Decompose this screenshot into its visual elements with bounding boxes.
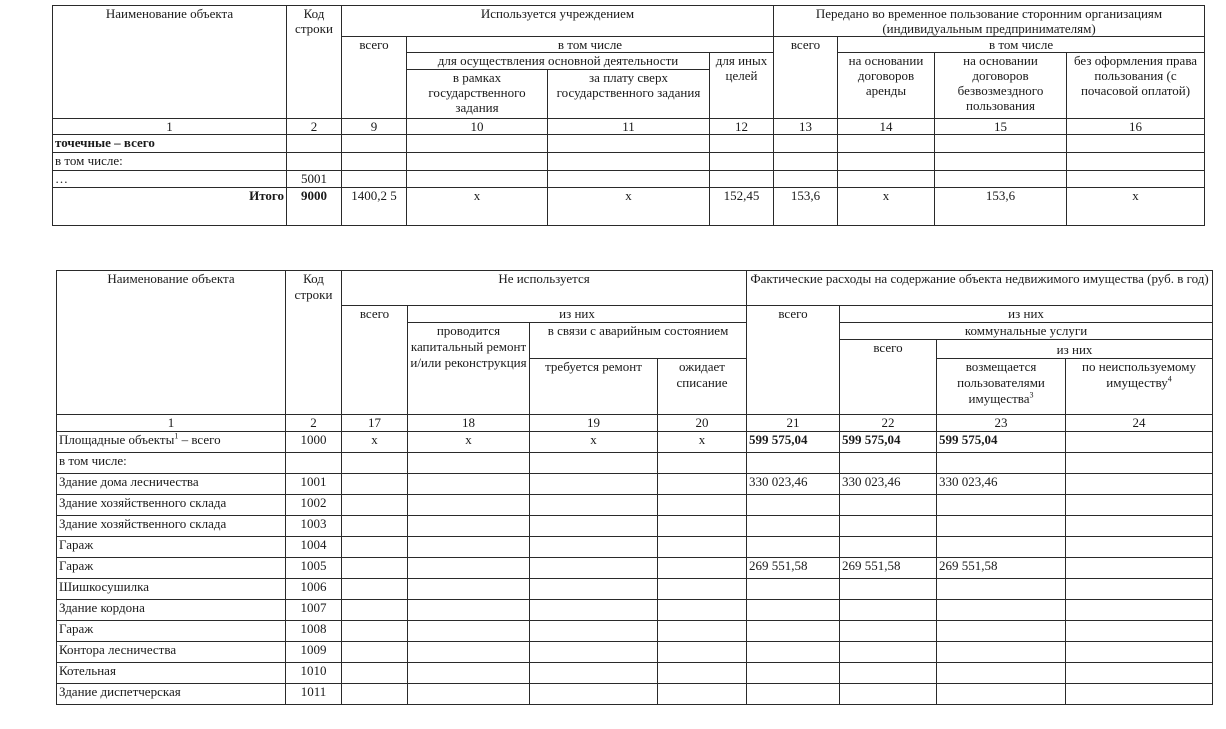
cell: 269 551,58: [937, 558, 1066, 579]
header-state-task: в рамках государственного задания: [407, 70, 548, 119]
cell: [1066, 495, 1213, 516]
header-expenses-total: всего: [747, 306, 840, 415]
header-no-formal-right: без оформления права пользования (с почасовой оплатой): [1067, 53, 1205, 119]
cell: [1066, 642, 1213, 663]
cell: [658, 600, 747, 621]
cell: [342, 684, 408, 705]
cell: [530, 663, 658, 684]
row-name: Гараж: [57, 537, 286, 558]
row-code: 1005: [286, 558, 342, 579]
cell: [937, 495, 1066, 516]
cell: [747, 684, 840, 705]
header-main-activity: для осуществления основной деятельности: [407, 53, 710, 70]
cell: [937, 621, 1066, 642]
cell: [937, 642, 1066, 663]
header-free-use: на основании договоров безвозмездного пользования: [935, 53, 1067, 119]
table-row: [53, 171, 1205, 188]
total-value: х: [838, 188, 935, 226]
header-used-total: всего: [342, 37, 407, 119]
row-code: [287, 135, 342, 153]
colnum: 24: [1066, 415, 1213, 432]
cell: [840, 516, 937, 537]
header-used-including: в том числе: [407, 37, 774, 53]
colnum: 2: [287, 119, 342, 135]
cell: [747, 600, 840, 621]
row-code: 5001: [287, 171, 342, 188]
row-name: Здание хозяйственного склада: [57, 495, 286, 516]
cell: 599 575,04: [937, 432, 1066, 453]
cell: [658, 579, 747, 600]
colnum: 17: [342, 415, 408, 432]
cell: 330 023,46: [840, 474, 937, 495]
total-label: Итого: [53, 188, 287, 226]
cell: [342, 642, 408, 663]
cell: [408, 579, 530, 600]
cell: [747, 516, 840, 537]
cell: 599 575,04: [840, 432, 937, 453]
cell: [658, 684, 747, 705]
header-transferred: Передано во временное пользование сторонним организациям (индивидуальным предпринимателям): [774, 6, 1205, 37]
cell: [658, 642, 747, 663]
cell: 269 551,58: [840, 558, 937, 579]
cell: [747, 663, 840, 684]
cell: [530, 600, 658, 621]
header-row-code: Код строки: [286, 271, 342, 415]
cell: [1066, 516, 1213, 537]
colnum: 23: [937, 415, 1066, 432]
cell: [658, 558, 747, 579]
cell: [937, 537, 1066, 558]
table-row: [57, 495, 1213, 516]
cell: [408, 663, 530, 684]
cell: [747, 495, 840, 516]
row-code: 1006: [286, 579, 342, 600]
colnum: 18: [408, 415, 530, 432]
colnum: 11: [548, 119, 710, 135]
cell: 269 551,58: [747, 558, 840, 579]
row-name: Площадные объекты$^1$ – всего: [57, 432, 286, 453]
cell: [1066, 621, 1213, 642]
table-usage: [52, 5, 1205, 226]
cell: [530, 579, 658, 600]
cell: [658, 516, 747, 537]
colnum: 1: [57, 415, 286, 432]
cell: [840, 642, 937, 663]
cell: [840, 684, 937, 705]
cell: [342, 516, 408, 537]
total-value: 153,6: [935, 188, 1067, 226]
row-code: 1001: [286, 474, 342, 495]
header-used-by-institution: Используется учреждением: [342, 6, 774, 37]
header-notused-of-them: из них: [408, 306, 747, 323]
cell: [530, 684, 658, 705]
cell: [747, 642, 840, 663]
row-name: в том числе:: [57, 453, 286, 474]
colnum: 16: [1067, 119, 1205, 135]
total-row: [53, 188, 1205, 226]
colnum: 1: [53, 119, 287, 135]
header-needs-repair: требуется ремонт: [530, 359, 658, 415]
total-value: 153,6: [774, 188, 838, 226]
row-name: Здание кордона: [57, 600, 286, 621]
header-emergency: в связи с аварийным состоянием: [530, 323, 747, 359]
row-name: Котельная: [57, 663, 286, 684]
row-name: Здание дома лесничества: [57, 474, 286, 495]
colnum: 13: [774, 119, 838, 135]
row-code: 1004: [286, 537, 342, 558]
colnum: 2: [286, 415, 342, 432]
header-not-used: Не используется: [342, 271, 747, 306]
colnum: 12: [710, 119, 774, 135]
row-name: Гараж: [57, 558, 286, 579]
header-capital-repair: проводится капитальный ремонт и/или реконструкция: [408, 323, 530, 415]
table-row: [57, 453, 1213, 474]
colnum: 10: [407, 119, 548, 135]
table-expenses: [56, 270, 1213, 705]
header-other-purposes: для иных целей: [710, 53, 774, 119]
cell: х: [408, 432, 530, 453]
area-objects-row: [57, 432, 1213, 453]
header-actual-expenses: Фактические расходы на содержание объекта недвижимого имущества (руб. в год): [747, 271, 1213, 306]
table-row: [53, 153, 1205, 171]
cell: [1066, 537, 1213, 558]
cell: [408, 474, 530, 495]
column-numbers-row: [57, 415, 1213, 432]
cell: [937, 663, 1066, 684]
cell: 599 575,04: [747, 432, 840, 453]
row-name: …: [53, 171, 287, 188]
cell: [530, 474, 658, 495]
cell: х: [530, 432, 658, 453]
row-code: [287, 153, 342, 171]
cell: [658, 537, 747, 558]
cell: [747, 579, 840, 600]
row-name: Здание хозяйственного склада: [57, 516, 286, 537]
column-numbers-row: [53, 119, 1205, 135]
colnum: 22: [840, 415, 937, 432]
cell: [840, 621, 937, 642]
cell: [747, 537, 840, 558]
header-expenses-of-them: из них: [840, 306, 1213, 323]
cell: х: [342, 432, 408, 453]
cell: [408, 621, 530, 642]
table-row: [57, 642, 1213, 663]
total-value: х: [407, 188, 548, 226]
row-code: 1007: [286, 600, 342, 621]
cell: [658, 495, 747, 516]
cell: [342, 663, 408, 684]
cell: [937, 516, 1066, 537]
cell: [658, 621, 747, 642]
row-name: Гараж: [57, 621, 286, 642]
cell: [530, 558, 658, 579]
table-row: [57, 558, 1213, 579]
cell: [408, 558, 530, 579]
cell: 330 023,46: [747, 474, 840, 495]
table-row: [57, 600, 1213, 621]
cell: [840, 600, 937, 621]
row-code: 1011: [286, 684, 342, 705]
header-notused-total: всего: [342, 306, 408, 415]
header-row-code: Код строки: [287, 6, 342, 119]
colnum: 19: [530, 415, 658, 432]
header-utilities-total: всего: [840, 340, 937, 415]
total-value: х: [548, 188, 710, 226]
cell: [840, 663, 937, 684]
table-row: [57, 684, 1213, 705]
cell: [342, 621, 408, 642]
colnum: 20: [658, 415, 747, 432]
cell: [840, 495, 937, 516]
row-code: 1002: [286, 495, 342, 516]
cell: [408, 684, 530, 705]
cell: [530, 621, 658, 642]
cell: [840, 537, 937, 558]
cell: [342, 558, 408, 579]
row-name: Контора лесничества: [57, 642, 286, 663]
table-row: [57, 621, 1213, 642]
header-utilities: коммунальные услуги: [840, 323, 1213, 340]
cell: [408, 642, 530, 663]
colnum: 15: [935, 119, 1067, 135]
cell: [342, 537, 408, 558]
cell: [1066, 579, 1213, 600]
header-object-name: Наименование объекта: [57, 271, 286, 415]
cell: [747, 621, 840, 642]
colnum: 21: [747, 415, 840, 432]
row-code: 1008: [286, 621, 342, 642]
header-utilities-of-them: из них: [937, 340, 1213, 359]
cell: [408, 495, 530, 516]
table-row: [53, 135, 1205, 153]
header-awaiting-writeoff: ожидает списание: [658, 359, 747, 415]
header-lease: на основании договоров аренды: [838, 53, 935, 119]
total-code: 9000: [287, 188, 342, 226]
header-transferred-total: всего: [774, 37, 838, 119]
header-object-name: Наименование объекта: [53, 6, 287, 119]
cell: [342, 579, 408, 600]
cell: [658, 474, 747, 495]
cell: [1066, 432, 1213, 453]
cell: [408, 600, 530, 621]
row-code: 1000: [286, 432, 342, 453]
header-reimbursed: возмещается пользователями имущества$^3$: [937, 359, 1066, 415]
cell: [1066, 684, 1213, 705]
cell: [840, 579, 937, 600]
header-unused-property: по неиспользуемому имуществу$^4$: [1066, 359, 1213, 415]
cell: [530, 642, 658, 663]
row-code: 1003: [286, 516, 342, 537]
table-row: [57, 516, 1213, 537]
table-row: [57, 663, 1213, 684]
cell: [342, 600, 408, 621]
cell: [530, 495, 658, 516]
total-value: 152,45: [710, 188, 774, 226]
cell: 330 023,46: [937, 474, 1066, 495]
cell: [937, 579, 1066, 600]
cell: [408, 537, 530, 558]
total-value: х: [1067, 188, 1205, 226]
total-value: 1400,2 5: [342, 188, 407, 226]
cell: [1066, 663, 1213, 684]
cell: [408, 516, 530, 537]
cell: [342, 495, 408, 516]
header-transferred-including: в том числе: [838, 37, 1205, 53]
row-name: в том числе:: [53, 153, 287, 171]
table-row: [57, 537, 1213, 558]
header-paid-over-task: за плату сверх государственного задания: [548, 70, 710, 119]
cell: [1066, 558, 1213, 579]
cell: [530, 537, 658, 558]
row-name: Здание диспетчерская: [57, 684, 286, 705]
table-row: [57, 474, 1213, 495]
cell: х: [658, 432, 747, 453]
colnum: 9: [342, 119, 407, 135]
row-code: 1010: [286, 663, 342, 684]
cell: [658, 663, 747, 684]
cell: [937, 684, 1066, 705]
row-name: Шишкосушилка: [57, 579, 286, 600]
colnum: 14: [838, 119, 935, 135]
cell: [1066, 600, 1213, 621]
cell: [937, 600, 1066, 621]
cell: [342, 474, 408, 495]
cell: [1066, 474, 1213, 495]
cell: [530, 516, 658, 537]
table-row: [57, 579, 1213, 600]
row-code: 1009: [286, 642, 342, 663]
row-name: точечные – всего: [53, 135, 287, 153]
